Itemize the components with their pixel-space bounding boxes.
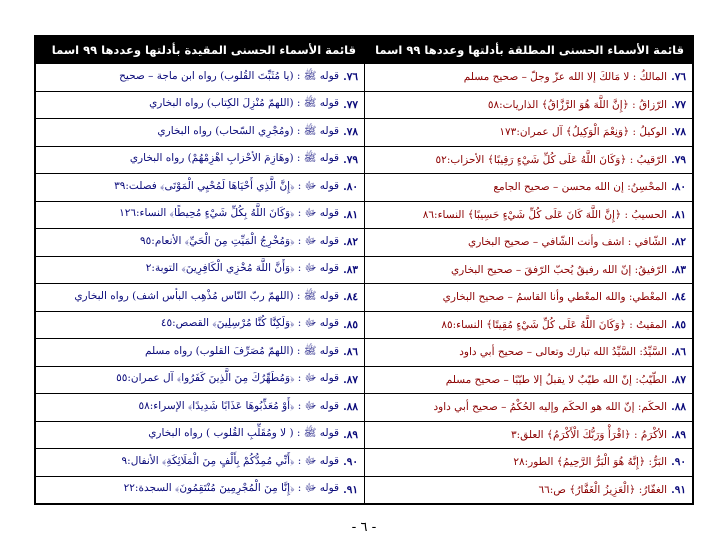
row-text: قوله ﷻ : ﴿أَنِّي مُمِدُّكُمْ بِأَلْفٍ مِنَ الْمَلَائِكَةِ﴾ الأنفال:٩ bbox=[121, 454, 340, 467]
row-text: السَّيِّدُ: السَّيِّدُ الله تبارك وتعالى – صحيح أبي داود bbox=[459, 346, 668, 359]
names-table bbox=[34, 35, 694, 505]
table-row bbox=[36, 118, 364, 146]
row-text: قوله ﷻ : ﴿أَوْ مُعَذِّبُوهَا عَذَابًا شَدِيدًا﴾ الإسراء:٥٨ bbox=[138, 399, 340, 412]
row-number: ٨٣. bbox=[343, 263, 358, 276]
row-text: الشّافي : اشف وأنت الشّافي – صحيح البخاري bbox=[468, 236, 668, 249]
table-row bbox=[365, 201, 692, 229]
table-row bbox=[36, 256, 364, 284]
row-text: المقيتُ : ﴿وَكَانَ اللَّهُ عَلَى كُلِّ شَيْءٍ مُقِيتًا﴾ النساء:٨٥ bbox=[441, 318, 668, 331]
table-row bbox=[365, 448, 692, 476]
row-text: قوله ﷺ : (ومُجْرِي السّحاب) رواه البخاري bbox=[157, 124, 340, 137]
row-text: قوله ﷻ : ﴿وَمُطَهِّرُكَ مِنَ الَّذِينَ كَفَرُوا﴾ آل عمران:٥٥ bbox=[116, 372, 340, 385]
row-number: ٨٤. bbox=[671, 291, 686, 304]
row-text: المالكُ : لا مَالكَ إلا الله عزّ وجلّ – صحيح مسلم bbox=[463, 71, 668, 84]
table-row bbox=[36, 91, 364, 119]
table-row bbox=[365, 338, 692, 366]
table-row bbox=[365, 421, 692, 449]
row-number: ٩١. bbox=[671, 483, 686, 496]
row-number: ٨٩. bbox=[671, 428, 686, 441]
row-number: ٧٩. bbox=[671, 153, 686, 166]
table-row bbox=[36, 311, 364, 339]
row-number: ٨٥. bbox=[343, 318, 358, 331]
row-text: الغفّارُ: ﴿الْعَزِيزُ الْغَفَّارُ﴾ ص:٦٦ bbox=[538, 483, 668, 496]
table-row bbox=[36, 283, 364, 311]
row-number: ٧٨. bbox=[671, 126, 686, 139]
restricted-names-rows bbox=[36, 64, 364, 503]
row-text: قوله ﷻ : ﴿وَأَنَّ اللَّهَ مُخْزِي الْكَافِرِينَ﴾ التوبة:٢ bbox=[145, 262, 340, 275]
row-number: ٧٧. bbox=[671, 98, 686, 111]
row-text: قوله ﷻ : ﴿إِنَّا مِنَ الْمُجْرِمِينَ مُنْتَقِمُونَ﴾ السجدة:٢٢ bbox=[123, 482, 340, 495]
row-text: قوله ﷺ : ( لا ومُقَلِّبِ القُلوب ) رواه البخاري bbox=[148, 427, 340, 440]
table-row bbox=[365, 118, 692, 146]
row-number: ٨٠. bbox=[343, 181, 358, 194]
table-row bbox=[36, 393, 364, 421]
row-text: الحكَم: إنّ الله هو الحكَم وإليه الحُكْمُ – صحيح أبي داود bbox=[433, 401, 668, 414]
row-number: ٩٠. bbox=[343, 456, 358, 469]
row-text: الطّيّبُ: إنّ الله طيّبٌ لا يقبلُ إلا طيّبًا – صحيح مسلم bbox=[445, 373, 668, 386]
row-number: ٨٨. bbox=[671, 401, 686, 414]
row-number: ٨٧. bbox=[671, 373, 686, 386]
row-number: ٧٦. bbox=[343, 71, 358, 84]
table-row bbox=[36, 338, 364, 366]
row-number: ٩١. bbox=[343, 483, 358, 496]
table-row bbox=[36, 173, 364, 201]
table-row bbox=[36, 201, 364, 229]
table-row bbox=[365, 173, 692, 201]
row-number: ٨٥. bbox=[671, 318, 686, 331]
row-text: قوله ﷺ : (يا مُثَبِّتَ القُلوب) رواه ابن ماجة – صحيح bbox=[119, 69, 340, 82]
row-text: قوله ﷻ : ﴿وَمُخْرِجُ الْمَيِّتِ مِنَ الْحَيِّ﴾ الأنعام:٩٥ bbox=[140, 234, 340, 247]
row-text: الحسيبُ : ﴿إِنَّ اللَّهَ كَانَ عَلَى كُلِّ شَيْءٍ حَسِيبًا﴾ النساء:٨٦ bbox=[422, 208, 668, 221]
table-row bbox=[36, 366, 364, 394]
row-text: قوله ﷺ : (اللهمّ مُنْزِلَ الكِتاب) رواه البخاري bbox=[149, 97, 340, 110]
table-row bbox=[36, 421, 364, 449]
row-number: ٨٩. bbox=[343, 428, 358, 441]
restricted-names-column bbox=[36, 37, 364, 503]
table-row bbox=[365, 311, 692, 339]
row-text: المحْسِنُ: إن الله محسن – صحيح الجامع bbox=[493, 181, 668, 194]
absolute-names-header: قائمة الأسماء الحسنى المطلقة بأدلتها وعددها ٩٩ اسما bbox=[365, 37, 692, 64]
row-number: ٨١. bbox=[343, 208, 358, 221]
table-row bbox=[365, 146, 692, 174]
row-number: ٧٦. bbox=[671, 71, 686, 84]
row-text: الرّزاقُ : ﴿إِنَّ اللَّهَ هُوَ الرَّزَّاقُ﴾ الذاريات:٥٨ bbox=[487, 98, 668, 111]
table-row bbox=[365, 91, 692, 119]
row-text: قوله ﷺ : (اللهمّ ربّ النّاس مُذْهِب البأس اشف) رواه البخاري bbox=[74, 289, 340, 302]
absolute-names-rows bbox=[365, 64, 692, 503]
table-row bbox=[365, 393, 692, 421]
page-number: - ٦ - bbox=[351, 520, 377, 535]
row-text: الوكيلُ : ﴿وَنِعْمَ الْوَكِيلُ﴾ آل عمران:١٧٣ bbox=[499, 126, 668, 139]
row-number: ٨٨. bbox=[343, 401, 358, 414]
row-number: ٨٦. bbox=[671, 346, 686, 359]
table-row bbox=[36, 448, 364, 476]
row-number: ٨٧. bbox=[343, 373, 358, 386]
row-number: ٧٧. bbox=[343, 98, 358, 111]
row-number: ٨٠. bbox=[671, 181, 686, 194]
row-number: ٨٦. bbox=[343, 346, 358, 359]
row-text: قوله ﷺ : (اللهمّ مُصَرِّفَ القلوب) رواه مسلم bbox=[144, 344, 340, 357]
table-row bbox=[36, 64, 364, 91]
row-number: ٨٣. bbox=[671, 263, 686, 276]
restricted-names-header: قائمة الأسماء الحسنى المقيدة بأدلتها وعددها ٩٩ اسما bbox=[36, 37, 364, 64]
table-row bbox=[365, 476, 692, 504]
row-text: الأكْرَمُ : ﴿اقْرَأْ وَرَبُّكَ الْأَكْرَمُ﴾ العلق:٣ bbox=[510, 428, 668, 441]
table-row bbox=[365, 283, 692, 311]
row-number: ٩٠. bbox=[671, 456, 686, 469]
table-row bbox=[365, 256, 692, 284]
row-text: الرّفيقُ: إنّ الله رفيقٌ يُحبّ الرّفقَ – صحيح البخاري bbox=[450, 263, 668, 276]
row-text: قوله ﷻ : ﴿إِنَّ الَّذِي أَحْيَاهَا لَمُحْيِي الْمَوْتَى﴾ فصلت:٣٩ bbox=[114, 179, 340, 192]
table-row bbox=[36, 146, 364, 174]
row-number: ٨٤. bbox=[343, 291, 358, 304]
table-row bbox=[365, 228, 692, 256]
row-text: قوله ﷻ : ﴿وَكَانَ اللَّهُ بِكُلِّ شَيْءٍ مُحِيطًا﴾ النساء:١٢٦ bbox=[119, 207, 340, 220]
row-number: ٧٩. bbox=[343, 153, 358, 166]
row-number: ٨١. bbox=[671, 208, 686, 221]
row-text: المعْطي: والله المعْطي وأنا القاسمُ – صحيح البخاري bbox=[442, 291, 668, 304]
row-number: ٧٨. bbox=[343, 126, 358, 139]
table-row bbox=[365, 64, 692, 91]
absolute-names-column bbox=[364, 37, 692, 503]
row-number: ٨٢. bbox=[671, 236, 686, 249]
row-text: البَرُّ: ﴿إِنَّهُ هُوَ الْبَرُّ الرَّحِيمُ﴾ الطور:٢٨ bbox=[513, 456, 668, 469]
row-text: الرّقيبُ : ﴿وَكَانَ اللَّهُ عَلَى كُلِّ شَيْءٍ رَقِيبًا﴾ الأحزاب:٥٢ bbox=[435, 153, 668, 166]
table-row bbox=[36, 476, 364, 504]
table-row bbox=[36, 228, 364, 256]
row-text: قوله ﷻ : ﴿وَلَكِنَّا كُنَّا مُرْسِلِينَ﴾ القصص:٤٥ bbox=[160, 317, 340, 330]
row-text: قوله ﷺ : (وهَازِمَ الأحْزابِ اهْزِمْهُمْ) رواه البخاري bbox=[129, 152, 340, 165]
table-row bbox=[365, 366, 692, 394]
row-number: ٨٢. bbox=[343, 236, 358, 249]
